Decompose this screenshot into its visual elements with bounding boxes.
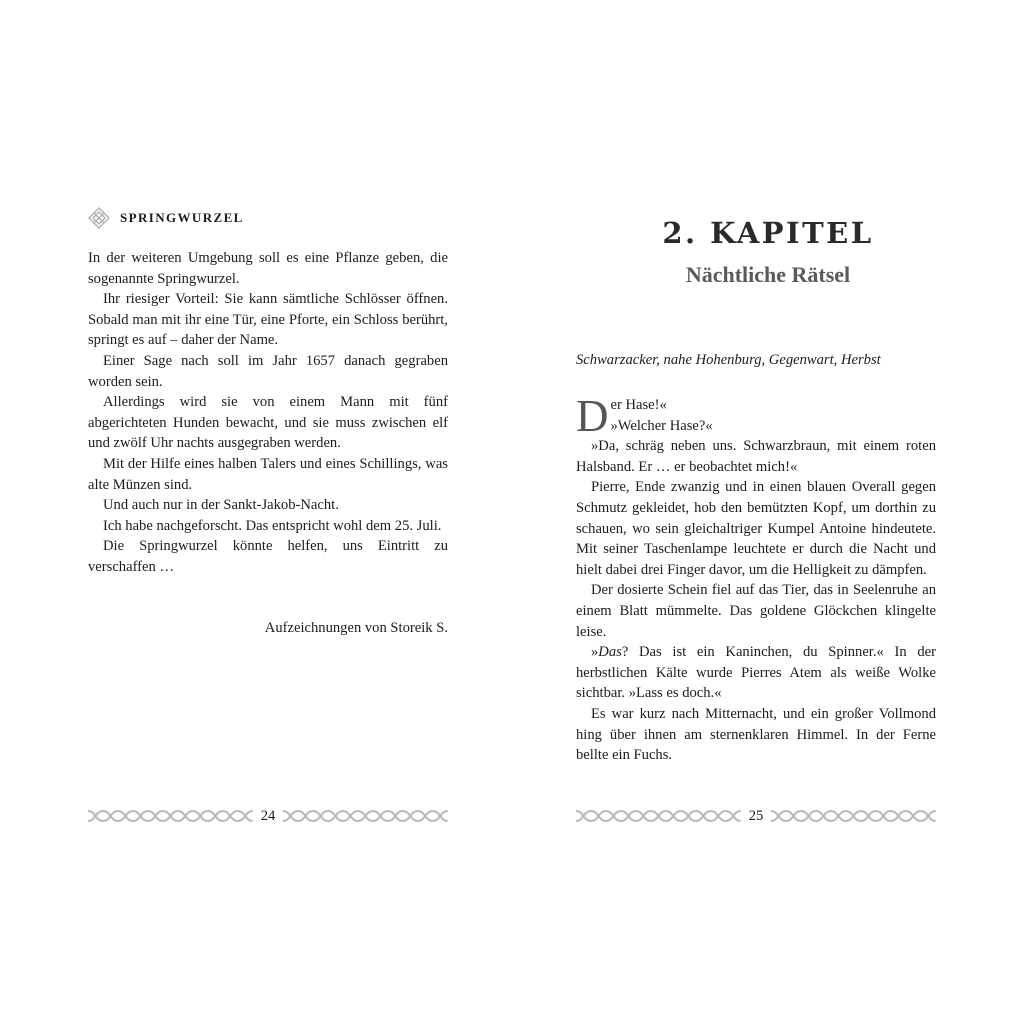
page-number: 25 <box>748 807 764 824</box>
paragraph <box>576 642 936 704</box>
paragraph: Die Springwurzel könnte helfen, uns Eintritt zu verschaffen … <box>88 538 448 575</box>
braid-ornament-icon <box>283 808 448 824</box>
chapter-title: Nächtliche Rätsel <box>685 262 851 287</box>
paragraph: Ihr riesiger Vorteil: Sie kann sämtliche Schlösser öffnen. Sobald man mit ihr eine Tür, eine Pforte, ein Schloss berührt, springt es auf – daher der Name. <box>88 291 448 349</box>
quote-rest: ? Das ist ein Kaninchen, du Spinner.« In der herbstlichen Kälte wurde Pierres Atem als weiße Wolke sichtbar. »Lass es doch.« <box>576 644 936 702</box>
paragraph: Und auch nur in der Sankt-Jakob-Nacht. <box>103 497 339 514</box>
paragraph: Der dosierte Schein fiel auf das Tier, das in Seelenruhe an einem Blatt mümmelte. Das goldene Glöckchen klingelte leise. <box>576 582 936 640</box>
paragraph: Allerdings wird sie von einem Mann mit fünf abgerichteten Hunden bewacht, und sie muss zwischen elf und zwölf Uhr nachts ausgegraben werden. <box>88 394 448 452</box>
right-page <box>512 0 1024 1024</box>
signature: Aufzeichnungen von Storeik S. <box>264 620 448 636</box>
quote-open: » <box>591 644 599 661</box>
braid-ornament-icon <box>576 808 741 824</box>
paragraph: »Welcher Hase?« <box>610 417 713 434</box>
paragraph: »Da, schräg neben uns. Schwarzbraun, mit einem roten Halsband. Er … er beobachtet mich!« <box>576 438 936 475</box>
left-body-text <box>88 248 448 578</box>
italic-word: Das <box>598 644 622 661</box>
running-head <box>88 207 244 229</box>
paragraph: Pierre, Ende zwanzig und in einen blauen Overall gegen Schmutz gekleidet, hob den bemützten Kopf, um dorthin zu schauen, wo sein gleichaltriger Kumpel Antoine hindeutete. Mit seiner Taschenlampe leuchtete er durch die Nacht und hielt dabei drei Finger davor, um die Helligkeit zu dämpfen. <box>576 479 936 578</box>
paragraph: In der weiteren Umgebung soll es eine Pflanze geben, die sogenannte Springwurzel. <box>88 250 448 287</box>
paragraph: Mit der Hilfe eines halben Talers und eines Schillings, was alte Münzen sind. <box>88 455 448 493</box>
braid-ornament-icon <box>771 808 936 824</box>
folio-left <box>88 804 448 828</box>
first-line: er Hase!« <box>610 397 667 413</box>
right-body-text <box>576 391 936 766</box>
paragraph: Einer Sage nach soll im Jahr 1657 danach gegraben worden sein. <box>88 352 448 390</box>
page-number: 24 <box>260 807 276 824</box>
braid-ornament-icon <box>88 808 253 824</box>
place-line: Schwarzacker, nahe Hohenburg, Gegenwart, Herbst <box>576 352 881 368</box>
running-head-title: SPRINGWURZEL <box>120 210 244 225</box>
drop-cap: D <box>576 391 609 441</box>
paragraph: Es war kurz nach Mitternacht, und ein großer Vollmond hing über ihnen am sternenklaren Himmel. In der Ferne bellte ein Fuchs. <box>576 705 936 764</box>
folio-right <box>576 804 936 828</box>
paragraph: Ich habe nachgeforscht. Das entspricht wohl dem 25. Juli. <box>103 517 442 534</box>
chapter-number: 2. KAPITEL <box>662 216 874 250</box>
knot-icon <box>88 207 110 229</box>
